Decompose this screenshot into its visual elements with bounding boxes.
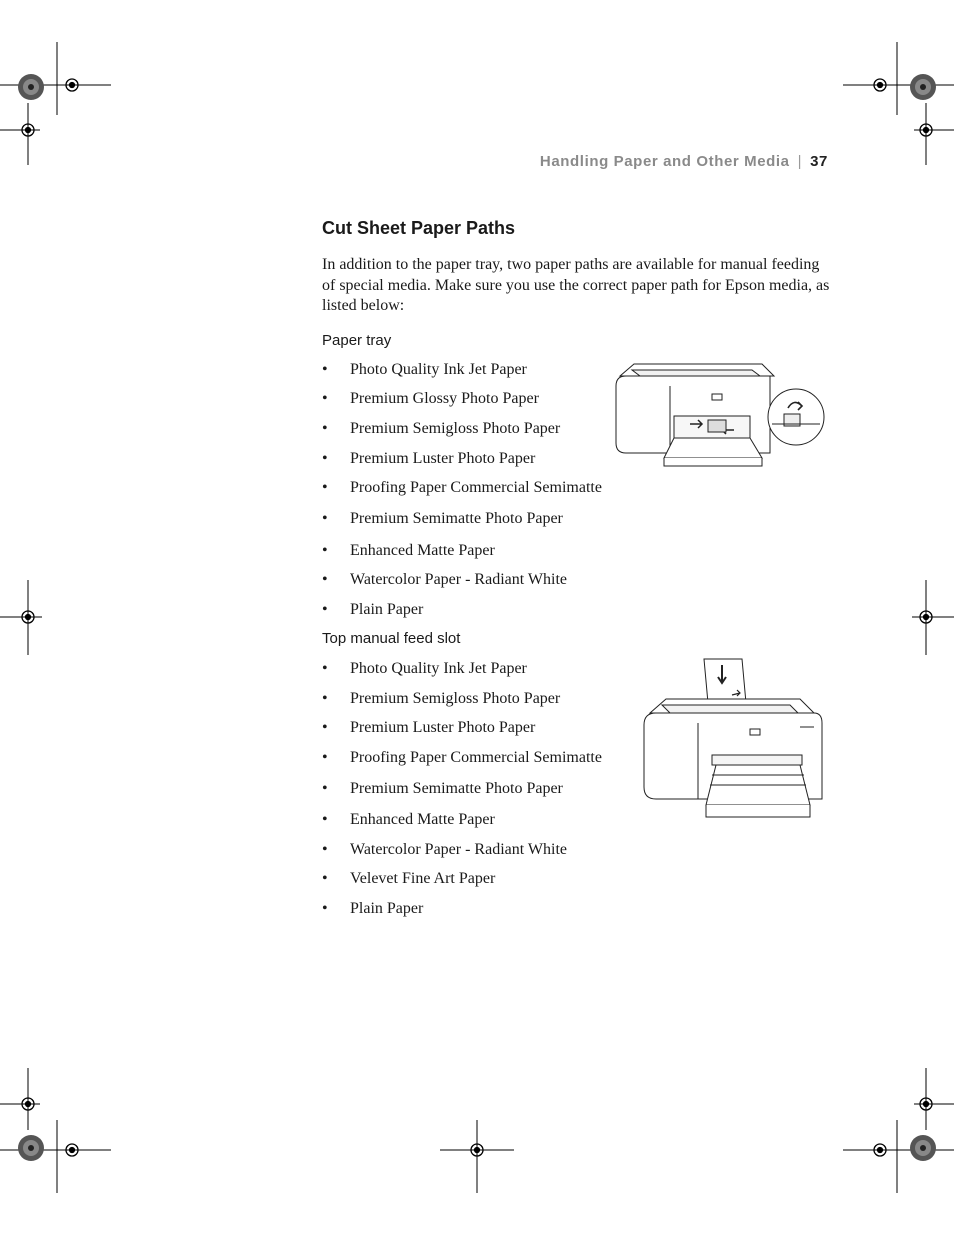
bullet: • [322, 870, 328, 887]
list-item-text: Photo Quality Ink Jet Paper [350, 660, 527, 677]
section-title: Cut Sheet Paper Paths [322, 218, 516, 238]
list-item-text: Watercolor Paper - Radiant White [350, 841, 567, 858]
top-feed-heading: Top manual feed slot [322, 630, 461, 647]
bullet: • [322, 749, 328, 766]
list-item-text: Plain Paper [350, 900, 424, 917]
bullet: • [322, 811, 328, 828]
list-item-text: Premium Luster Photo Paper [350, 719, 536, 736]
list-item-text: Proofing Paper Commercial Semimatte [350, 479, 602, 496]
bullet: • [322, 361, 328, 378]
bullet: • [322, 690, 328, 707]
bullet: • [322, 900, 328, 917]
bullet: • [322, 450, 328, 467]
bullet: • [322, 601, 328, 618]
list-item-text: Photo Quality Ink Jet Paper [350, 361, 527, 378]
bullet: • [322, 420, 328, 437]
list-item-text: Velevet Fine Art Paper [350, 870, 496, 887]
list-item-text: Enhanced Matte Paper [350, 811, 495, 828]
bullet: • [322, 719, 328, 736]
page-number: 37 [810, 153, 828, 170]
bullet: • [322, 571, 328, 588]
list-item-text: Premium Luster Photo Paper [350, 450, 536, 467]
bullet: • [322, 841, 328, 858]
bullet: • [322, 542, 328, 559]
header-section: Handling Paper and Other Media [539, 153, 790, 170]
list-item-text: Plain Paper [350, 601, 424, 618]
bullet: • [322, 780, 328, 797]
paper-tray-heading: Paper tray [322, 332, 392, 349]
printer-paper-tray-illustration [612, 358, 828, 468]
intro-paragraph: In addition to the paper tray, two paper paths are available for manual feeding of special media. Make sure you use the correct paper path for Epson media, as listed below: [322, 256, 830, 314]
list-item-text: Premium Semigloss Photo Paper [350, 690, 561, 707]
list-item-text: Premium Semigloss Photo Paper [350, 420, 561, 437]
bullet: • [322, 510, 328, 527]
list-item-text: Premium Semimatte Photo Paper [350, 780, 563, 797]
list-item-text: Premium Glossy Photo Paper [350, 390, 539, 407]
list-item-text: Proofing Paper Commercial Semimatte [350, 749, 602, 766]
list-item-text: Watercolor Paper - Radiant White [350, 571, 567, 588]
list-item-text: Premium Semimatte Photo Paper [350, 510, 563, 527]
bullet: • [322, 479, 328, 496]
header-separator: | [797, 153, 803, 170]
running-header [540, 153, 828, 170]
bullet: • [322, 390, 328, 407]
bullet: • [322, 660, 328, 677]
list-item-text: Enhanced Matte Paper [350, 542, 495, 559]
printer-top-feed-illustration [640, 657, 828, 822]
